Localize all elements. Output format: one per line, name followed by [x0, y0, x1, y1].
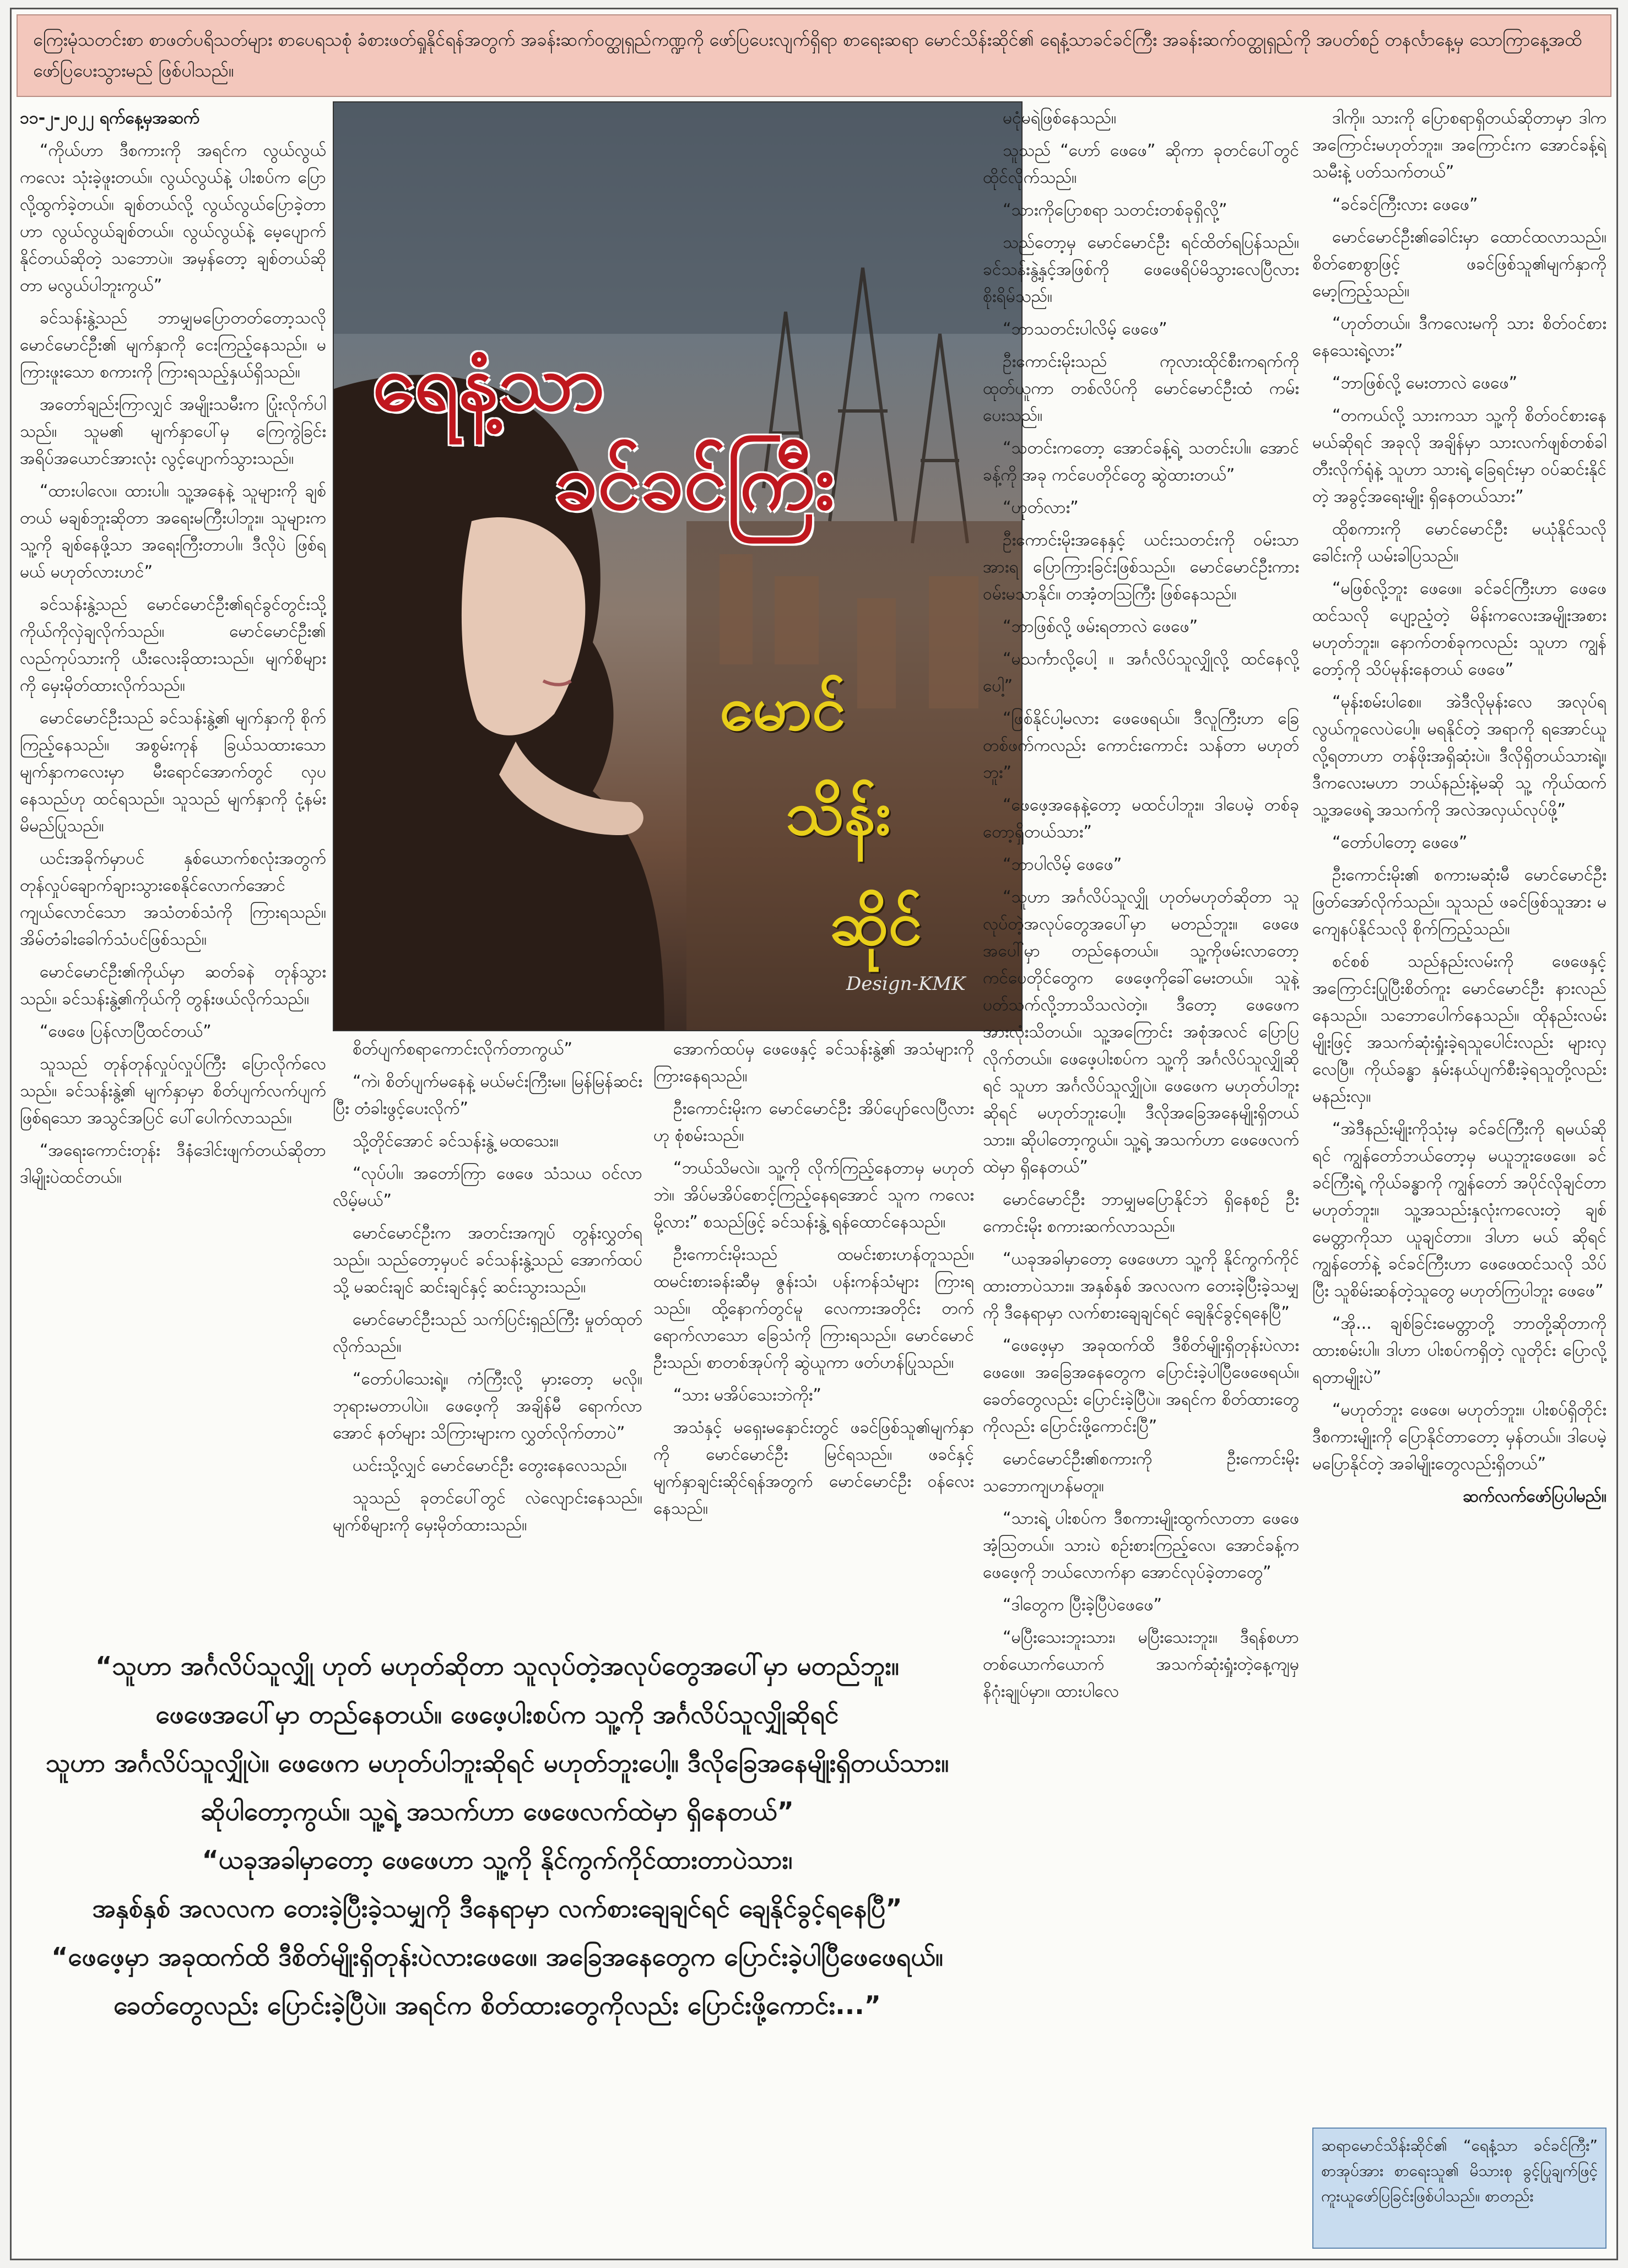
pull-quote-line: ခေတ်တွေလည်း ပြောင်းခဲ့ပြီပဲ။ အရင်က စိတ်ထားတွေကိုလည်း ပြောင်းဖို့ကောင်း...” — [113, 1990, 881, 2020]
pull-quote-line: အနှစ်နှစ် အလလက တေးခဲ့ပြီးခဲ့သမျှကို ဒီနေရာမှာ လက်စားချေချင်ရင် ချေနိုင်ခွင့်ရနေပြီ” — [92, 1893, 902, 1923]
paragraph: “မဖြစ်လို့ဘူး ဖေဖေ။ ခင်ခင်ကြီးဟာ ဖေဖေထင်သလို ပျော့ညံ့တဲ့ မိန်းကလေးအမျိုးအစား မဟုတ်ဘူး။ နောက်တစ်ခုကလည်း သူဟာ ကျွန်တော့်ကို သိပ်မုန်းနေတယ် ဖေဖေ” — [1312, 579, 1607, 679]
paragraph: “ခင်ခင်ကြီးလား ဖေဖေ” — [1332, 195, 1478, 214]
paragraph: ဦးကောင်းမိုး၏ စကားမဆုံးမီ မောင်မောင်ဦး ဖြတ်အော်လိုက်သည်။ သူသည် ဖခင်ဖြစ်သူအား မကျေနပ်နိုင်သလို စိုက်ကြည့်သည်။ — [1312, 865, 1607, 939]
paragraph: “ဘယ်သိမလဲ။ သူ့ကို လိုက်ကြည့်နေတာမှ မဟုတ်ဘဲ။ အိပ်မအိပ်စောင့်ကြည့်နေရအောင် သူက ကလေးမို့လား” စသည်ဖြင့် ခင်သန်းနွဲ့ ရန်ထောင်နေသည်။ — [653, 1159, 974, 1232]
intro-banner: ကြေးမုံသတင်းစာ စာဖတ်ပရိသတ်များ စာပေရသစုံ ခံစားဖတ်ရှုနိုင်ရန်အတွက် အခန်းဆက်ဝတ္ထုရှည်ကဏ္ဍကို ဖော်ပြပေးလျက်ရှိရာ စာရေးဆရာ မောင်သိန်းဆိုင်၏ ရေနံ့သာခင်ခင်ကြီး အခန်းဆက်ဝတ္ထုရှည်ကို အပတ်စဉ် တနင်္လာနေ့မှ သောကြာနေ့အထိ ဖော်ပြပေးသွားမည် ဖြစ်ပါသည်။ — [17, 14, 1611, 97]
paragraph: မောင်မောင်ဦး၏စကားကို ဦးကောင်းမိုး သဘောကျဟန်မတူ။ — [983, 1449, 1299, 1496]
cover-title-line-2: ခင်ခင်ကြီး — [554, 437, 835, 527]
cover-design-credit: Design-KMK — [846, 973, 966, 995]
editor-note: ဆရာမောင်သိန်းဆိုင်၏ “ရေနံ့သာ ခင်ခင်ကြီး” စာအုပ်အား စာရေးသူ၏ မိသားစု ခွင့်ပြုချက်ဖြင့် ကူးယူဖော်ပြခြင်းဖြစ်ပါသည်။ စာတည်း — [1312, 2128, 1607, 2249]
pull-quote — [17, 1642, 978, 2248]
cover-author-line-3: ဆိုင် — [830, 888, 922, 959]
paragraph: အသံနှင့် မရှေးမနှောင်းတွင် ဖခင်ဖြစ်သူ၏မျက်နှာကို မောင်မောင်ဦး မြင်ရသည်။ ဖခင်နှင့် မျက်နှာချင်းဆိုင်ရန်အတွက် မောင်မောင်ဦး ဝန်လေးနေသည်။ — [653, 1418, 974, 1518]
paragraph: မငုံမရဲဖြစ်နေသည်။ — [1003, 109, 1117, 128]
paragraph: ခင်သန်းနွဲ့သည် မောင်မောင်ဦး၏ရင်ခွင်တွင်းသို့ ကိုယ်ကိုလှဲချလိုက်သည်။ မောင်မောင်ဦး၏ လည်ကုပ်သားကို ယီးလေးခိုထားသည်။ မျက်စိများကို မှေးမိုတ်ထားလိုက်သည်။ — [20, 595, 326, 695]
cover-author-line-1: မောင် — [720, 673, 846, 744]
paragraph: “ဖေဖေ့မှာ အခုထက်ထိ ဒီစိတ်မျိုးရှိတုန်းပဲလားဖေဖေ။ အခြေအနေတွေက ပြောင်းခဲ့ပါပြီဖေဖေရယ်။ ခေတ်တွေလည်း ပြောင်းခဲ့ပြီပဲ။ အရင်က စိတ်ထားတွေကိုလည်း ပြောင်းဖို့ကောင်းပြီ” — [983, 1336, 1299, 1436]
paragraph: မောင်မောင်ဦးသည် သက်ပြင်းရှည်ကြီး မှုတ်ထုတ်လိုက်သည်။ — [333, 1310, 642, 1356]
paragraph: ဦးကောင်းမိုးအနေနှင့် ယင်းသတင်းကို ဝမ်းသာအားရ ပြောကြားခြင်းဖြစ်သည်။ မောင်မောင်ဦးကား ဝမ်းမသာနိုင်။ တအံ့တသြကြီး ဖြစ်နေသည်။ — [983, 531, 1299, 604]
text-column-1 — [20, 105, 326, 1642]
paragraph: “တော်ပါတော့ ဖေဖေ” — [1332, 833, 1468, 852]
text-column-5 — [1312, 105, 1607, 2121]
paragraph: “မပြီးသေးဘူးသား၊ မပြီးသေးဘူး။ ဒီရန်စဟာ တစ်ယောက်ယောက် အသက်ဆုံးရှုံးတဲ့နေ့ကျမှ နိဂုံးချုပ်မှာ။ ထားပါလေ — [983, 1628, 1299, 1701]
paragraph: သူသည် ခုတင်ပေါ်တွင် လဲလျောင်းနေသည်။ မျက်စိများကို မှေးမိုတ်ထားသည်။ — [333, 1488, 642, 1535]
pull-quote-line: သူဟာ အင်္ဂလိပ်သူလျှိုပဲ။ ဖေဖေက မဟုတ်ပါဘူးဆိုရင် မဟုတ်ဘူးပေါ့။ ဒီလိုခြေအနေမျိုးရှိတယ်သား။ — [45, 1748, 949, 1778]
paragraph: ဒါကို။ သားကို ပြောစရာရှိတယ်ဆိုတာမှာ ဒါက အကြောင်းမဟုတ်ဘူး။ အကြောင်းက အောင်ခန့်ရဲ့ သမီးနဲ့ ပတ်သက်တယ်” — [1312, 109, 1607, 182]
paragraph: “ဟုတ်တယ်။ ဒီကလေးမကို သား စိတ်ဝင်စားနေသေးရဲ့လား” — [1312, 314, 1607, 360]
paragraph: စင်စစ် သည်နည်းလမ်းကို ဖေဖေနှင့် အကြောင်းပြုပြီးစိတ်ကူး မောင်မောင်ဦး နားလည်နေသည်။ သဘောပေါက်နေသည်။ ထိုနည်းလမ်းမျိုးဖြင့် အသက်ဆုံးရှုံးခဲ့ရသူပေါင်းလည်း များလှလေပြီ။ ကိုယ်ခန္ဓာ နှမ်းနယ်ပျက်စီးခဲ့ရသူတို့လည်း မနည်းလှ။ — [1312, 952, 1607, 1106]
paragraph: “ဖေဖေ့အနေနဲ့တော့ မထင်ပါဘူး။ ဒါပေမဲ့ တစ်ခုတော့ရှိတယ်သား” — [983, 795, 1299, 842]
paragraph: “သား မအိပ်သေးဘဲကိုး” — [673, 1385, 821, 1405]
paragraph: “အို... ချစ်ခြင်းမေတ္တာတို့ ဘာတို့ဆိုတာကို ထားစမ်းပါ။ ဒါဟာ ပါးစပ်ကရှိတဲ့ လူတိုင်း ပြောလို့ရတာမျိုးပဲ” — [1312, 1314, 1607, 1387]
paragraph: မောင်မောင်ဦးက အတင်းအကျပ် တွန်းလွှတ်ရသည်။ သည်တော့မှပင် ခင်သန်းနွဲ့သည် အောက်ထပ်သို့ မဆင်းချင် ဆင်းချင်နှင့် ဆင်းသွားသည်။ — [333, 1224, 642, 1297]
paragraph: စိတ်ပျက်စရာကောင်းလိုက်တာကွယ်” — [353, 1040, 573, 1059]
paragraph: “တကယ်လို့ သားကသာ သူ့ကို စိတ်ဝင်စားနေမယ်ဆိုရင် အခုလို အချိန်မှာ သားလက်ဖျစ်တစ်ခါတီးလိုက်ရုံနဲ့ သူဟာ သားရဲ့ ခြေရင်းမှာ ဝပ်ဆင်းနိုင်တဲ့ အခွင့်အရေးမျိုး ရှိနေတယ်သား” — [1312, 406, 1607, 506]
pull-quote-line: ဆိုပါတော့ကွယ်။ သူ့ရဲ့ အသက်ဟာ ဖေဖေလက်ထဲမှာ ရှိနေတယ်” — [201, 1796, 794, 1826]
continued-notice: ဆက်လက်ဖော်ပြပါမည်။ — [1462, 1487, 1607, 1506]
paragraph: မောင်မောင်ဦး ဘာမျှမပြောနိုင်ဘဲ ရှိနေစဉ် ဦးကောင်းမိုး စကားဆက်လာသည်။ — [983, 1190, 1299, 1236]
paragraph: “ဘာဖြစ်လို့ မေးတာလဲ ဖေဖေ” — [1332, 374, 1518, 393]
paragraph: “မုန်းစမ်းပါစေ။ အဲဒီလိုမုန်းလေ အလုပ်ရလွယ်ကူလေပဲပေါ့။ မရနိုင်တဲ့ အရာကို ရအောင်ယူလို့ရတာဟာ တန်ဖိုးအရှိဆုံးပဲ။ ဒီလိုရှိတယ်သားရဲ့။ ဒီကလေးမဟာ ဘယ်နည်းနဲ့မဆို သူ့ ကိုယ်ထက် သူ့အဖေရဲ့ အသက်ကို အလဲအလှယ်လုပ်ဖို့” — [1312, 692, 1607, 820]
paragraph: အောက်ထပ်မှ ဖေဖေနှင့် ခင်သန်းနွဲ့၏ အသံများကို ကြားနေရသည်။ — [653, 1040, 974, 1086]
paragraph: သည်တော့မှ မောင်မောင်ဦး ရင်ထိတ်ရပြန်သည်။ ခင်သန်းနွဲ့နှင့်အဖြစ်ကို ဖေဖေရိပ်မိသွားလေပြီလား စိုးရိမ်သည်။ — [983, 233, 1299, 306]
paragraph: “ဖေဖေ ပြန်လာပြီထင်တယ်” — [40, 1022, 212, 1041]
pull-quote-line: “ဖေဖေ့မှာ အခုထက်ထိ ဒီစိတ်မျိုးရှိတုန်းပဲလားဖေဖေ။ အခြေအနေတွေက ပြောင်းခဲ့ပါပြီဖေဖေရယ်။ — [51, 1942, 943, 1972]
paragraph: “မဟုတ်ဘူး ဖေဖေ၊ မဟုတ်ဘူး။ ပါးစပ်ရှိတိုင်း ဒီစကားမျိုးကို ပြောနိုင်တာတော့ မှန်တယ်။ ဒါပေမဲ့ မပြောနိုင်တဲ့ အခါမျိုးတွေလည်းရှိတယ်” — [1312, 1400, 1607, 1474]
paragraph: “ကိုယ်ဟာ ဒီစကားကို အရင်က လွယ်လွယ်ကလေး သုံးခဲ့ဖူးတယ်။ လွယ်လွယ်နဲ့ ပါးစပ်က ပြောလို့ထွက်ခဲ့တယ်။ ချစ်တယ်လို့ လွယ်လွယ်ပြောခဲ့တာဟာ လွယ်လွယ်ချစ်တယ်။ လွယ်လွယ်နဲ့ မေ့ပျောက်နိုင်တယ်ဆိုတဲ့ သဘောပဲ။ အမှန်တော့ ချစ်တယ်ဆိုတာ မလွယ်ပါဘူးကွယ်” — [20, 141, 326, 295]
paragraph: မောင်မောင်ဦး၏ကိုယ်မှာ ဆတ်ခနဲ တုန်သွားသည်။ ခင်သန်းနွဲ့၏ကိုယ်ကို တွန်းဖယ်လိုက်သည်။ — [20, 962, 326, 1009]
paragraph: ထိုစကားကို မောင်မောင်ဦး မယုံနိုင်သလို ခေါင်းကို ယမ်းခါပြသည်။ — [1312, 519, 1607, 566]
paragraph: ခင်သန်းနွဲ့သည် ဘာမျှမပြောတတ်တော့သလို မောင်မောင်ဦး၏ မျက်နှာကို ငေးကြည့်နေသည်။ မကြားဖူးသော စကားကို ကြားရသည့်နှယ်ရှိသည်။ — [20, 308, 326, 382]
paragraph: ဦးကောင်းမိုးသည် ကုလားထိုင်စီးကရက်ကို ထုတ်ယူကာ တစ်လိပ်ကို မောင်မောင်ဦးထံ ကမ်းပေးသည်။ — [983, 352, 1299, 425]
paragraph: “ဒါတွေက ပြီးခဲ့ပြီပဲဖေဖေ” — [1003, 1595, 1162, 1615]
paragraph: “အဲဒီနည်းမျိုးကိုသုံးမှ ခင်ခင်ကြီးကို ရမယ်ဆိုရင် ကျွန်တော်ဘယ်တော့မှ မယူဘူးဖေဖေ။ ခင်ခင်ကြီးရဲ့ ကိုယ်ခန္ဓာကို ကျွန်တော် အပိုင်လိုချင်တာ မဟုတ်ဘူး။ သူ့အသည်းနှလုံးကလေးတဲ့ ချစ်မေတ္တာကိုသာ ယူချင်တာ။ ဒါဟာ မယ် ဆိုရင် ကျွန်တော်နဲ့ ခင်ခင်ကြီးဟာ ဖေဖေထင်သလို သိပ်ပြီး သူစိမ်းဆန်တဲ့သူတွေ မဟုတ်ကြပါဘူး ဖေဖေ” — [1312, 1119, 1607, 1301]
paragraph: ယင်းသို့လျှင် မောင်မောင်ဦး တွေးနေလေသည်။ — [353, 1456, 627, 1475]
paragraph: “သားကိုပြောစရာ သတင်းတစ်ခုရှိလို့” — [1003, 201, 1227, 220]
paragraph: “အရေးကောင်းတုန်း ဒီနံဒေါင်းဖျက်တယ်ဆိုတာ ဒါမျိုးပဲထင်တယ်။ — [20, 1141, 326, 1187]
paragraph: သို့တိုင်အောင် ခင်သန်းနွဲ့ မထသေး။ — [353, 1132, 559, 1151]
book-cover — [333, 101, 1023, 1031]
text-column-3 — [653, 1036, 974, 1636]
pull-quote-line: “သူဟာ အင်္ဂလိပ်သူလျှို ဟုတ် မဟုတ်ဆိုတာ သူလုပ်တဲ့အလုပ်တွေအပေါ်မှာ မတည်ဘူး။ — [95, 1651, 899, 1681]
paragraph: “ဘာပါလိမ့် ဖေဖေ” — [1003, 855, 1122, 874]
paragraph: “လုပ်ပါ။ အတော်ကြာ ဖေဖေ သံသယ ဝင်လာလိမ့်မယ်” — [333, 1164, 642, 1210]
paragraph: ၁၁-၂-၂၀၂၂ ရက်နေ့မှအဆက် — [20, 109, 200, 128]
paragraph: “ကဲ၊ စိတ်ပျက်မနေနဲ့ မယ်မင်းကြီးမ။ မြန်မြန်ဆင်းပြီး တံခါးဖွင့်ပေးလိုက်” — [333, 1072, 642, 1118]
text-column-2 — [333, 1036, 642, 1636]
paragraph: အတော်ချည်းကြာလျှင် အမျိုးသမီးက ပြုံးလိုက်ပါသည်။ သူမ၏ မျက်နှာပေါ်မှ ကြေကွဲခြင်း အရိပ်အယောင်အားလုံး လွင့်ပျောက်သွားသည်။ — [20, 395, 326, 468]
paragraph: “ယခုအခါမှာတော့ ဖေဖေဟာ သူ့ကို နိုင်ကွက်ကိုင်ထားတာပဲသား။ အနှစ်နှစ် အလလက တေးခဲ့ပြီးခဲ့သမျှကို ဒီနေရာမှာ လက်စားချေချင်ရင် ချေနိုင်ခွင့်ရနေပြီ” — [983, 1249, 1299, 1323]
paragraph: ဦးကောင်းမိုးက မောင်မောင်ဦး အိပ်ပျော်လေပြီလားဟု စုံစမ်းသည်။ — [653, 1099, 974, 1145]
paragraph: “မသင်္ကာလို့ပေါ့ ။ အင်္ဂလိပ်သူလျှိုလို့ ထင်နေလို့ပေါ့” — [983, 649, 1299, 696]
paragraph: မောင်မောင်ဦးသည် ခင်သန်းနွဲ့၏ မျက်နှာကို စိုက်ကြည့်နေသည်။ အစွမ်းကုန် ခြယ်သထားသော မျက်နှာကလေးမှာ မီးရောင်အောက်တွင် လှပနေသည်ဟု ထင်ရသည်။ သူသည် မျက်နှာကို ငုံ့နမ်းမိမည်ပြုသည်။ — [20, 708, 326, 836]
pull-quote-line: ဖေဖေအပေါ်မှာ တည်နေတယ်။ ဖေဖေ့ပါးစပ်က သူ့ကို အင်္ဂလိပ်သူလျှိုဆိုရင် — [155, 1699, 839, 1729]
paragraph: မောင်မောင်ဦး၏ခေါင်းမှာ ထောင်ထလာသည်။ စိတ်စောစွာဖြင့် ဖခင်ဖြစ်သူ၏မျက်နှာကို မော့ကြည့်သည်။ — [1312, 228, 1607, 301]
paragraph: ဦးကောင်းမိုးသည် ထမင်းစားဟန်တူသည်။ ထမင်းစားခန်းဆီမှ ဇွန်းသံ၊ ပန်းကန်သံများ ကြားရသည်။ ထို့နောက်တွင်မူ လေကားအတိုင်း တက်ရောက်လာသော ခြေသံကို ကြားရသည်။ မောင်မောင်ဦးသည်၊ စာတစ်အုပ်ကို ဆွဲယူကာ ဖတ်ဟန်ပြုသည်။ — [653, 1245, 974, 1372]
paragraph: “တော်ပါသေးရဲ့။ ကံကြီးလို့ မှားတော့ မလို။ ဘုရားမတာပါပဲ။ ဖေဖေ့ကို အချိန်မီ ရောက်လာအောင် နတ်များ သိကြားများက လွှတ်လိုက်တာပဲ” — [333, 1370, 642, 1443]
pull-quote-line: “ယခုအခါမှာတော့ ဖေဖေဟာ သူ့ကို နိုင်ကွက်ကိုင်ထားတာပဲသား၊ — [202, 1845, 793, 1875]
cover-author-line-2: သိန်း — [786, 778, 891, 848]
paragraph: သူသည် “ဟော် ဖေဖေ” ဆိုကာ ခုတင်ပေါ်တွင် ထိုင်လိုက်သည်။ — [983, 141, 1299, 187]
paragraph: “သားရဲ့ ပါးစပ်က ဒီစကားမျိုးထွက်လာတာ ဖေဖေအံ့သြတယ်။ သားပဲ စဉ်းစားကြည့်လေ၊ အောင်ခန့်က ဖေဖေ့ကို ဘယ်လောက်နာ အောင်လုပ်ခဲ့တာတွေ” — [983, 1509, 1299, 1582]
paragraph: “ဘာသတင်းပါလိမ့် ဖေဖေ” — [1003, 320, 1167, 339]
paragraph: သူသည် တုန်တုန်လှုပ်လှုပ်ကြီး ပြောလိုက်လေသည်။ ခင်သန်းနွဲ့၏ မျက်နှာမှာ စိတ်ပျက်လက်ပျက် ဖြစ်ရသော အသွင်အပြင် ပေါ်ပေါက်လာသည်။ — [20, 1054, 326, 1128]
paragraph: ယင်းအခိုက်မှာပင် နှစ်ယောက်စလုံးအတွက် တုန်လှုပ်ချောက်ချားသွားစေနိုင်လောက်အောင် ကျယ်လောင်သော အသံတစ်သံကို ကြားရသည်။ အိမ်တံခါးခေါက်သံပင်ဖြစ်သည်။ — [20, 849, 326, 949]
paragraph: “ဟုတ်လား” — [1003, 498, 1079, 517]
paragraph: “သူဟာ အင်္ဂလိပ်သူလျှို ဟုတ်မဟုတ်ဆိုတာ သူလုပ်တဲ့အလုပ်တွေအပေါ်မှာ မတည်ဘူး။ ဖေဖေအပေါ်မှာ တည်နေတယ်။ သူ့ကိုဖမ်းလာတော့ ကင်ပေတိုင်တွေက ဖေဖေ့ကိုခေါ်မေးတယ်။ သူနဲ့ ပတ်သက်လို့ဘာသိသလဲတဲ့။ ဒီတော့ ဖေဖေက အားလုံးသိတယ်။ သူ့အကြောင်း အစုံအလင် ပြောပြလိုက်တယ်။ ဖေဖေ့ပါးစပ်က သူ့ကို အင်္ဂလိပ်သူလျှိုဆိုရင် သူဟာ အင်္ဂလိပ်သူလျှိုပဲ။ ဖေဖေက မဟုတ်ပါဘူးဆိုရင် မဟုတ်ဘူးပေါ့။ ဒီလိုအခြေအနေမျိုးရှိတယ်သား။ ဆိုပါတော့ကွယ်။ သူ့ရဲ့ အသက်ဟာ ဖေဖေလက်ထဲမှာ ရှိနေတယ်” — [983, 887, 1299, 1177]
text-column-4 — [983, 105, 1299, 2248]
paragraph: “ဘာဖြစ်လို့ ဖမ်းရတာလဲ ဖေဖေ” — [1003, 617, 1198, 636]
cover-title-line-1: ရေနံ့သာ — [372, 338, 605, 428]
paragraph: “ဖြစ်နိုင်ပါ့မလား ဖေဖေရယ်။ ဒီလူကြီးဟာ ခြေတစ်ဖက်ကလည်း ကောင်းကောင်း သန်တာ မဟုတ်ဘူး” — [983, 709, 1299, 782]
paragraph: “ထားပါလေ။ ထားပါ။ သူ့အနေနဲ့ သူများကို ချစ်တယ် မချစ်ဘူးဆိုတာ အရေးမကြီးပါဘူး။ သူများက သူ့ကို ချစ်နေဖို့သာ အရေးကြီးတာပါ။ ဒီလိုပဲ ဖြစ်ရမယ် မဟုတ်လားဟင်” — [20, 481, 326, 582]
paragraph: “သတင်းကတော့ အောင်ခန့်ရဲ့ သတင်းပါ။ အောင်ခန့်ကို အခု ကင်ပေတိုင်တွေ ဆွဲထားတယ်” — [983, 439, 1299, 485]
